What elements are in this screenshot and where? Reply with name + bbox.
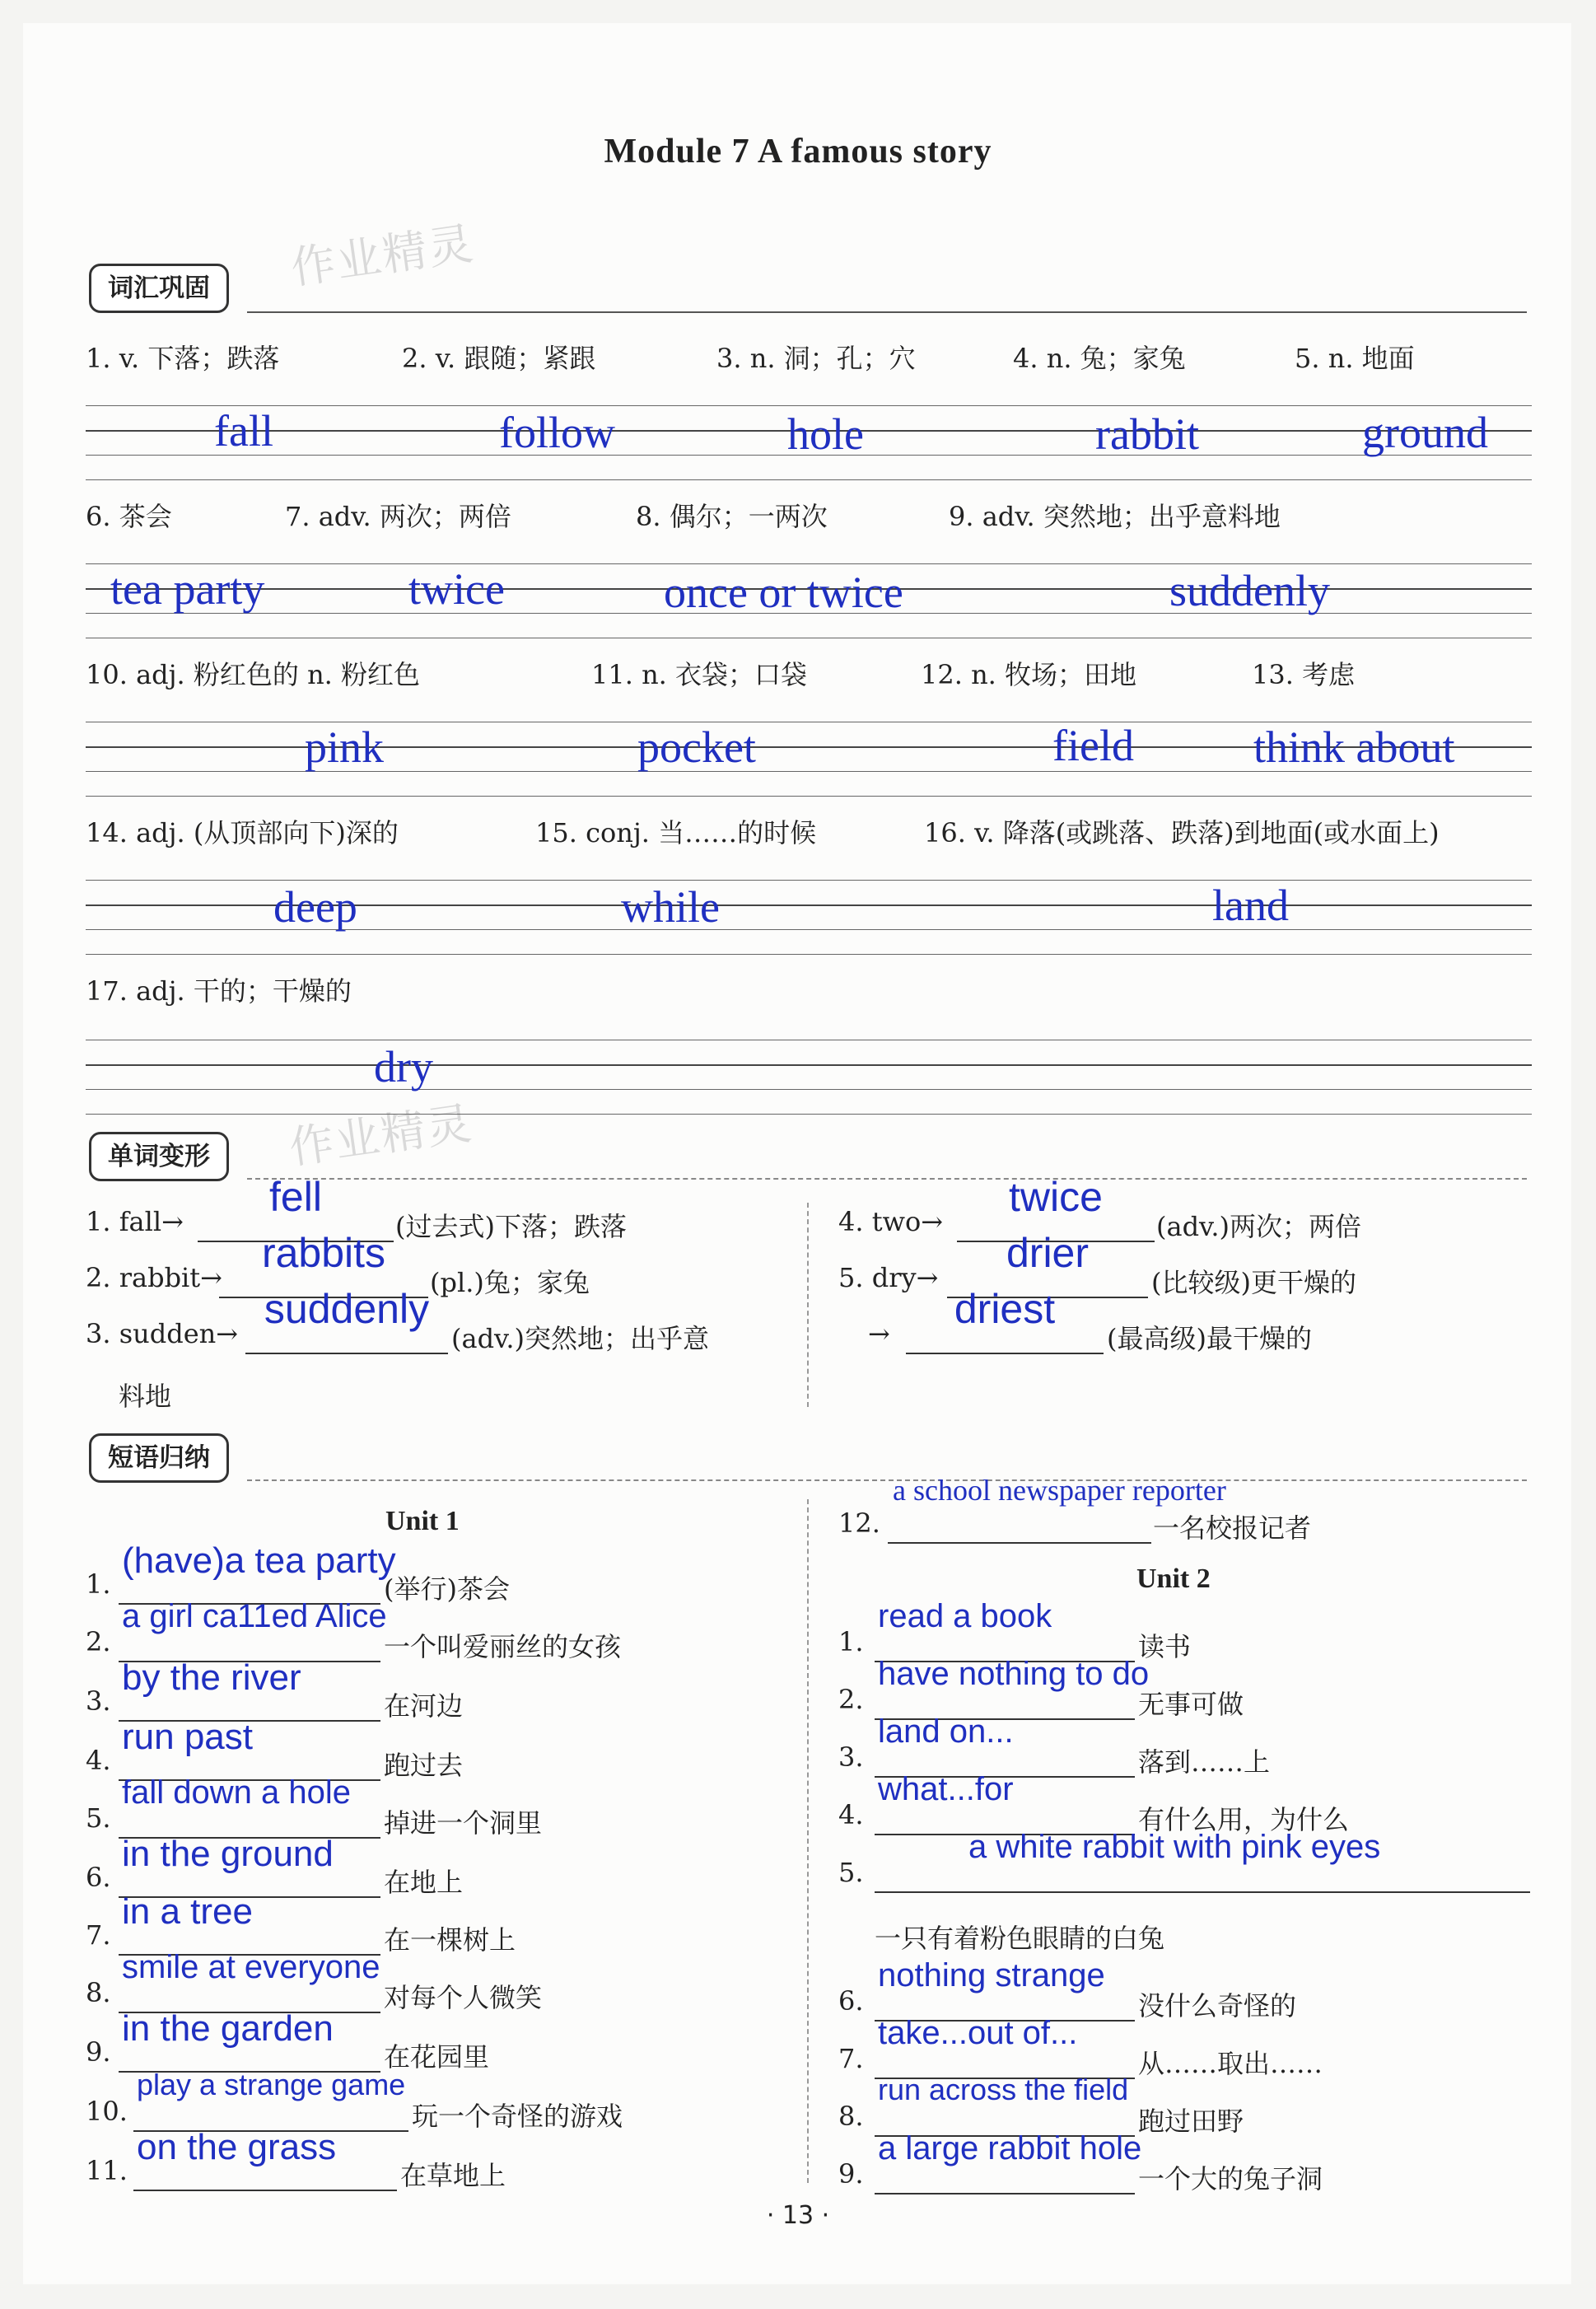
phrase-meaning: 跑过田野 <box>1138 2106 1244 2137</box>
phrase-meaning: 无事可做 <box>1138 1689 1244 1720</box>
vocab-clue: 9. adv. 突然地；出乎意料地 <box>949 501 1281 532</box>
phrase-number: 7. <box>86 1919 111 1951</box>
phrase-answer: take...out of... <box>878 2015 1078 2051</box>
wordform-prefix: 4. two→ <box>838 1206 944 1237</box>
vocab-answer: suddenly <box>1169 566 1330 615</box>
vocab-answer: pocket <box>637 722 756 772</box>
phrase-number: 1. <box>838 1626 864 1657</box>
phrase-answer: in the garden <box>122 2008 334 2049</box>
watermark: 作业精灵 <box>287 217 478 295</box>
wordform-meaning: (最高级)最干燥的 <box>1107 1323 1312 1354</box>
wordform-answer: twice <box>1009 1174 1103 1220</box>
phrase-number: 2. <box>838 1684 864 1715</box>
writing-line <box>86 954 1532 955</box>
phrase-number: 9. <box>838 2158 864 2190</box>
wordform-prefix: 2. rabbit→ <box>86 1262 222 1293</box>
phrase-answer: by the river <box>122 1657 301 1698</box>
phrase-answer: what...for <box>878 1771 1014 1807</box>
vocab-answer: tea party <box>110 564 265 614</box>
phrase-meaning: 从……取出…… <box>1138 2048 1323 2079</box>
vocab-answer: fall <box>214 406 273 456</box>
phrase-meaning: 掉进一个洞里 <box>384 1807 543 1839</box>
wordform-meaning: (pl.)兔；家兔 <box>430 1267 590 1298</box>
vocab-clue: 14. adj. (从顶部向下)深的 <box>86 817 399 848</box>
vocab-clue: 3. n. 洞；孔；穴 <box>716 343 916 374</box>
vocab-clue: 12. n. 牧场；田地 <box>921 659 1137 690</box>
phrase-number: 7. <box>838 2043 864 2074</box>
writing-line <box>86 405 1532 406</box>
vocab-clue: 16. v. 降落(或跳落、跌落)到地面(或水面上) <box>924 817 1440 848</box>
phrase-number: 6. <box>86 1862 111 1893</box>
phrase-meaning: 读书 <box>1138 1631 1192 1662</box>
vocab-answer: while <box>621 882 720 932</box>
phrase-answer: (have)a tea party <box>122 1540 396 1581</box>
phrase-number: 5. <box>86 1802 111 1834</box>
vocab-answer: dry <box>374 1042 433 1091</box>
writing-line <box>86 1064 1532 1066</box>
vocab-answer: field <box>1052 721 1134 770</box>
phrase-meaning: 对每个人微笑 <box>384 1982 543 2013</box>
phrase-number: 2. <box>86 1626 111 1657</box>
vocab-clue: 4. n. 兔；家兔 <box>1013 343 1186 374</box>
phrase-number: 8. <box>838 2101 864 2132</box>
writing-line <box>86 563 1532 564</box>
wordform-answer: driest <box>954 1286 1056 1332</box>
phrase-answer: fall down a hole <box>122 1774 351 1811</box>
phrase-number: 8. <box>86 1977 111 2008</box>
phrase-answer: in the ground <box>122 1834 334 1874</box>
vocab-answer: ground <box>1362 408 1488 457</box>
phrase-number: 4. <box>838 1799 864 1830</box>
phrase-number: 10. <box>86 2096 128 2127</box>
phrase-meaning: (举行)茶会 <box>384 1573 510 1605</box>
phrase-meaning: 在河边 <box>384 1690 464 1722</box>
phrase-meaning: 在地上 <box>384 1867 464 1898</box>
vocab-answer: land <box>1212 881 1289 930</box>
phrase-answer: run across the field <box>878 2073 1129 2106</box>
writing-line <box>86 880 1532 881</box>
phrase-meaning: 一名校报记者 <box>1153 1512 1312 1544</box>
vocab-answer: think about <box>1253 722 1455 772</box>
phrase-answer: smile at everyone <box>122 1949 380 1985</box>
phrase-meaning: 在一棵树上 <box>384 1924 516 1956</box>
module-title: Module 7 A famous story <box>604 133 992 171</box>
phrase-meaning: 一只有着粉色眼睛的白兔 <box>875 1923 1165 1954</box>
phrase-number: 3. <box>86 1685 111 1717</box>
phrase-number: 12. <box>838 1507 880 1539</box>
phrase-number: 9. <box>86 2036 111 2068</box>
column-divider <box>807 1499 809 2183</box>
wordform-answer: rabbits <box>261 1230 386 1276</box>
phrase-answer: in a tree <box>122 1891 253 1932</box>
page-number: · 13 · <box>766 2201 830 2230</box>
wordform-answer: suddenly <box>264 1286 430 1332</box>
wordform-meaning: (adv.)突然地；出乎意 <box>451 1323 709 1354</box>
phrase-number: 6. <box>838 1985 864 2017</box>
wordform-answer: fell <box>269 1174 322 1220</box>
unit-1-title: Unit 1 <box>385 1506 460 1536</box>
wordform-meaning: (比较级)更干燥的 <box>1151 1267 1356 1298</box>
phrase-number: 5. <box>838 1857 864 1888</box>
phrase-meaning: 落到……上 <box>1138 1746 1271 1778</box>
wordform-prefix: 5. dry→ <box>838 1262 939 1293</box>
vocab-clue: 13. 考虑 <box>1252 659 1356 690</box>
wordform-prefix: → <box>868 1318 890 1349</box>
phrase-answer: have nothing to do <box>878 1656 1150 1692</box>
vocab-answer: pink <box>305 722 385 772</box>
writing-line <box>86 796 1532 797</box>
vocab-clue: 8. 偶尔；一两次 <box>636 501 828 532</box>
phrase-meaning: 玩一个奇怪的游戏 <box>412 2101 623 2132</box>
watermark: 作业精灵 <box>286 1096 476 1175</box>
phrase-number: 4. <box>86 1745 111 1776</box>
vocab-clue: 10. adj. 粉红色的 n. 粉红色 <box>86 659 421 690</box>
writing-line <box>86 1114 1532 1115</box>
section-divider <box>247 1479 1527 1481</box>
vocab-clue: 6. 茶会 <box>86 501 172 532</box>
vocab-answer: twice <box>408 564 505 614</box>
phrase-answer: a large rabbit hole <box>878 2130 1142 2166</box>
wordform-meaning: (adv.)两次；两倍 <box>1156 1211 1361 1242</box>
vocab-clue: 2. v. 跟随；紧跟 <box>402 343 596 374</box>
vocab-answer: deep <box>273 882 357 932</box>
phrase-answer: run past <box>122 1717 253 1757</box>
vocab-answer: rabbit <box>1095 409 1199 459</box>
phrase-meaning: 一个叫爱丽丝的女孩 <box>384 1631 622 1662</box>
phrase-answer: play a strange game <box>137 2068 406 2101</box>
wordform-meaning: (过去式)下落；跌落 <box>395 1211 627 1242</box>
phrase-answer: land on... <box>878 1713 1014 1750</box>
vocab-clue: 7. adv. 两次；两倍 <box>285 501 511 532</box>
phrase-number: 1. <box>86 1568 111 1600</box>
section-divider <box>247 311 1527 313</box>
vocab-clue: 11. n. 衣袋；口袋 <box>591 659 808 690</box>
phrase-answer: on the grass <box>137 2127 337 2167</box>
wordform-meaning-cont: 料地 <box>119 1381 172 1412</box>
vocab-clue: 15. conj. 当……的时候 <box>535 817 817 848</box>
phrase-meaning: 跑过去 <box>384 1750 464 1781</box>
vocab-answer: hole <box>787 409 864 459</box>
phrase-number: 11. <box>86 2155 128 2186</box>
phrase-answer: read a book <box>878 1598 1052 1634</box>
vocab-clue: 17. adj. 干的；干燥的 <box>86 975 352 1007</box>
phrase-meaning: 没什么奇怪的 <box>1138 1990 1297 2022</box>
phrase-blank <box>888 1503 1151 1544</box>
section-wordform-tag: 单词变形 <box>89 1132 229 1181</box>
phrase-answer: a girl ca11ed Alice <box>122 1598 387 1634</box>
vocab-clue: 1. v. 下落；跌落 <box>86 343 280 374</box>
vocab-answer: once or twice <box>664 568 903 617</box>
phrase-answer: a white rabbit with pink eyes <box>968 1829 1381 1865</box>
section-vocab-tag: 词汇巩固 <box>89 264 229 313</box>
phrase-meaning: 在草地上 <box>400 2160 506 2191</box>
section-divider <box>247 1178 1527 1180</box>
wordform-answer: drier <box>1006 1230 1090 1276</box>
phrase-answer: nothing strange <box>878 1957 1105 1993</box>
phrase-meaning: 在花园里 <box>384 2041 490 2073</box>
vocab-answer: follow <box>499 408 615 457</box>
phrase-meaning: 一个大的兔子洞 <box>1138 2163 1323 2194</box>
phrase-answer: a school newspaper reporter <box>893 1474 1226 1507</box>
writing-line <box>86 1089 1532 1090</box>
unit-2-title: Unit 2 <box>1136 1563 1211 1594</box>
section-phrases-tag: 短语归纳 <box>89 1433 229 1483</box>
writing-line <box>86 479 1532 480</box>
phrase-number: 3. <box>838 1741 864 1773</box>
wordform-prefix: 3. sudden→ <box>86 1318 239 1349</box>
wordform-prefix: 1. fall→ <box>86 1206 184 1237</box>
phrase-meaning: 有什么用，为什么 <box>1138 1804 1350 1835</box>
column-divider <box>807 1203 809 1407</box>
vocab-clue: 5. n. 地面 <box>1295 343 1415 374</box>
